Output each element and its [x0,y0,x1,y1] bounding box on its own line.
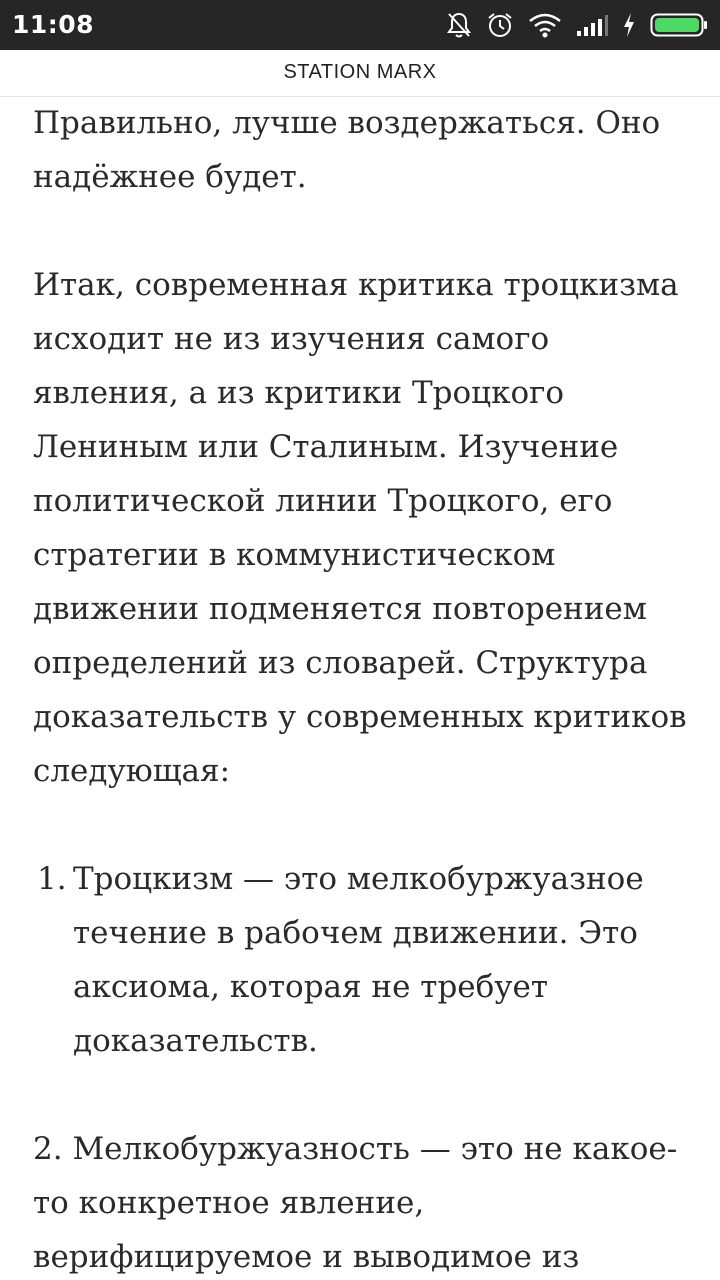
article-body [33,96,693,1280]
article-paragraph: Итак, современная критика троцкизма исходит не из изучения самого явления, а из критики Троцкого Лениным или Сталиным. Изучение политической линии Троцкого, его стратегии в коммунистическом движении подменяется повторением определений из словарей. Структура доказательств у современных критиков следующая: [33,267,687,789]
status-time: 11:08 [12,10,95,39]
list-item-text: Троцкизм — это мелкобуржуазное течение в рабочем движении. Это аксиома, которая не требует доказательств. [73,861,644,1059]
wifi-icon [528,12,562,38]
signal-icon [576,13,608,37]
list-item-body: Мелкобуржуазность — это не какое-то конкретное явление, верифицируемое и выводимое из [33,1131,678,1275]
site-title[interactable]: STATION MARX [283,61,437,83]
article-paragraph: Правильно, лучше воздержаться. Оно надёжнее будет. [33,105,661,195]
battery-icon [650,12,708,38]
list-item-text [33,1122,693,1280]
list-item [33,852,693,1068]
status-bar [0,0,720,50]
list-item-number: 2. [33,1131,63,1167]
status-icons [446,8,708,42]
bell-off-icon [446,11,472,39]
list-item [33,1122,693,1280]
list-item-number: 1. [37,861,67,897]
app-header [0,50,720,97]
alarm-icon [486,11,514,39]
charging-icon [622,12,636,38]
